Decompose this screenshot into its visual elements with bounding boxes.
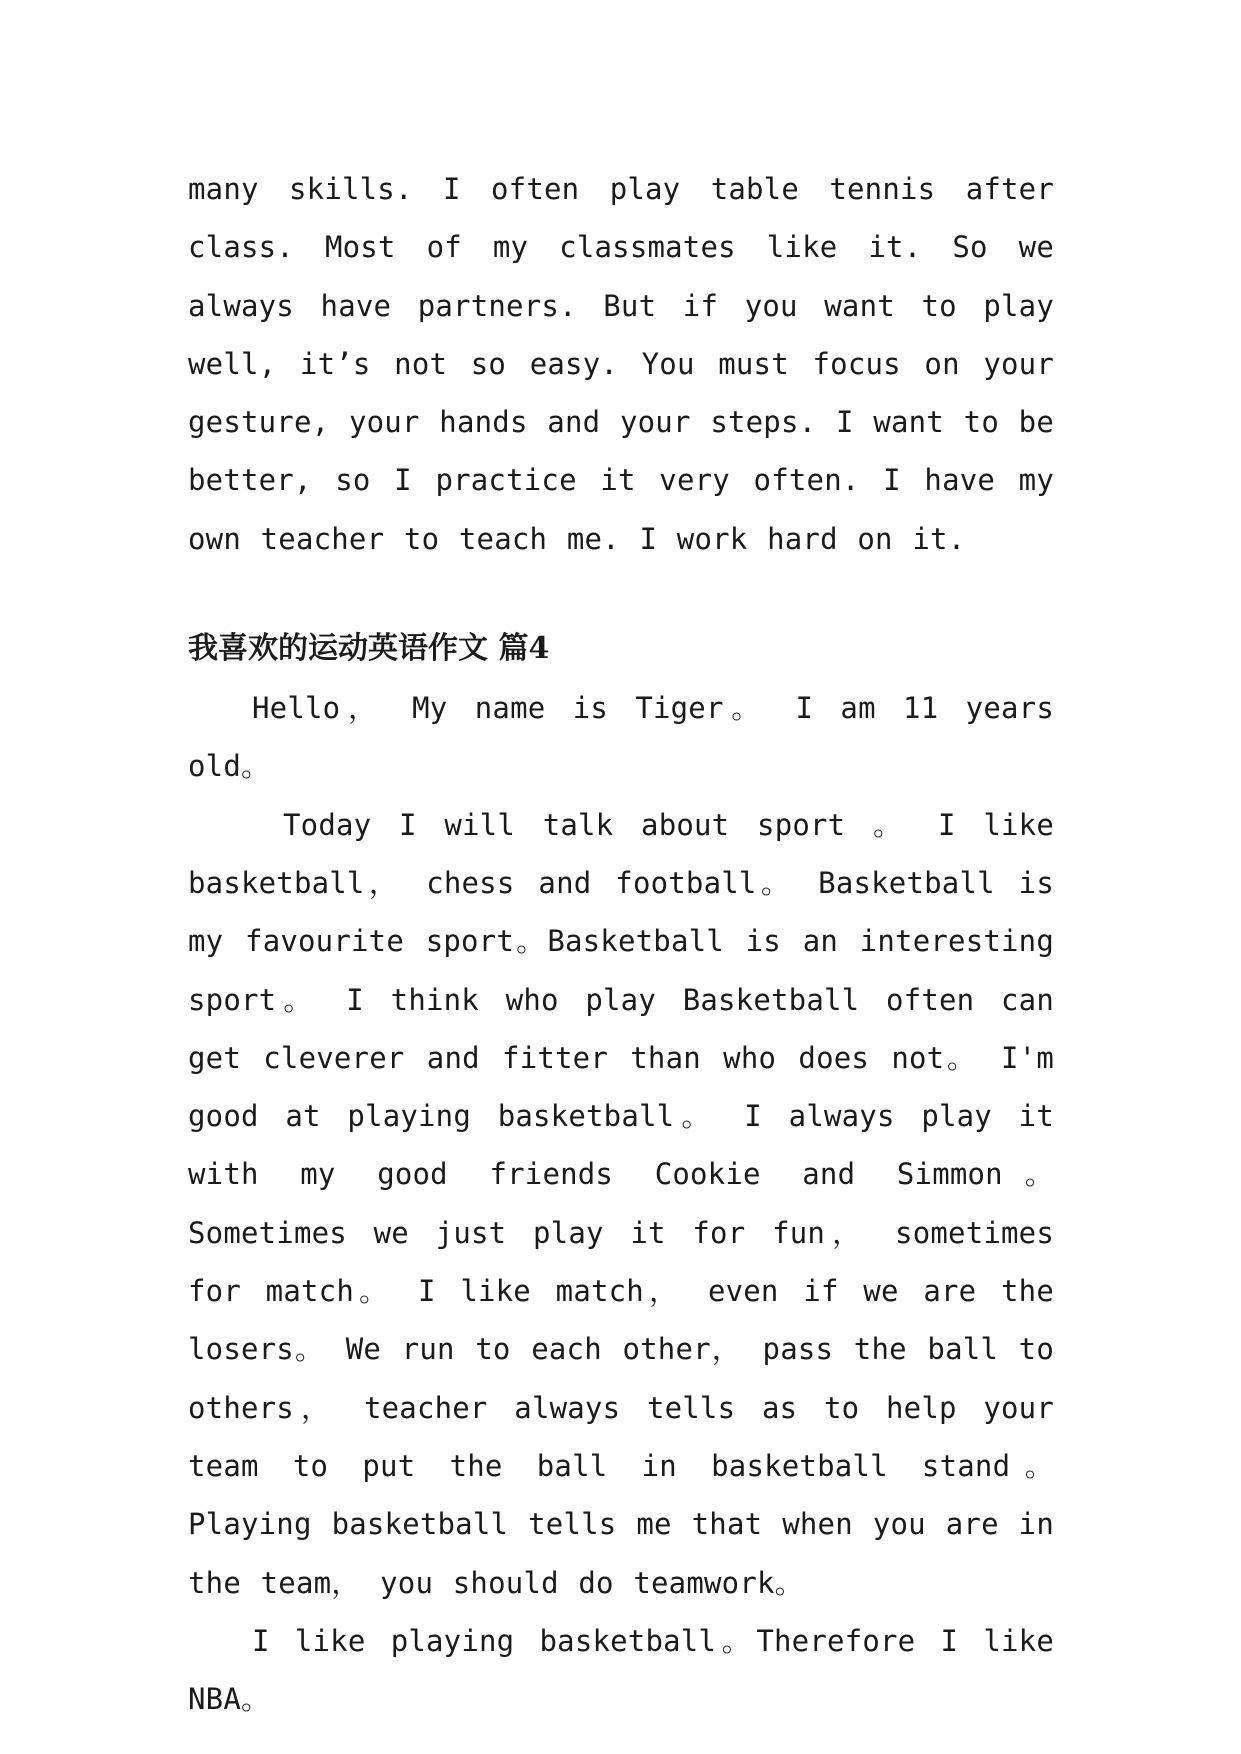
body-paragraph: Today I will talk about sport 。 I like basketball， chess and football。 Basketball is my favourite sport。Basketball is an interesting sport。 I think who play Basketball often can get cleverer and fitter than who does not。 I'm good at playing basketball。 I always play it with my good friends Cookie and Simmon。 Sometimes we just play it for fun， sometimes for match。 I like match， even if we are the losers。 We run to each other， pass the ball to others， teacher always tells as to help your team to put the ball in basketball stand。 Playing basketball tells me that when you are in the team， you should do teamwork。 xyxy=(188,807,1054,1600)
continuation-paragraph: many skills. I often play table tennis after class. Most of my classmates like it. So we always have partners. But if you want to play well, it’s not so easy. You must focus on your gesture, your hands and your steps. I want to be better, so I practice it very often. I have my own teacher to teach me. I work hard on it. xyxy=(188,172,1054,556)
section-spacer xyxy=(188,568,1054,619)
section-heading: 我喜欢的运动英语作文 篇4 xyxy=(188,631,550,667)
document-body xyxy=(188,160,1054,1728)
intro-paragraph: Hello， My name is Tiger。 I am 11 years old。 xyxy=(188,691,1054,784)
closing-paragraph: I like playing basketball。Therefore I like NBA。 xyxy=(188,1623,1054,1717)
